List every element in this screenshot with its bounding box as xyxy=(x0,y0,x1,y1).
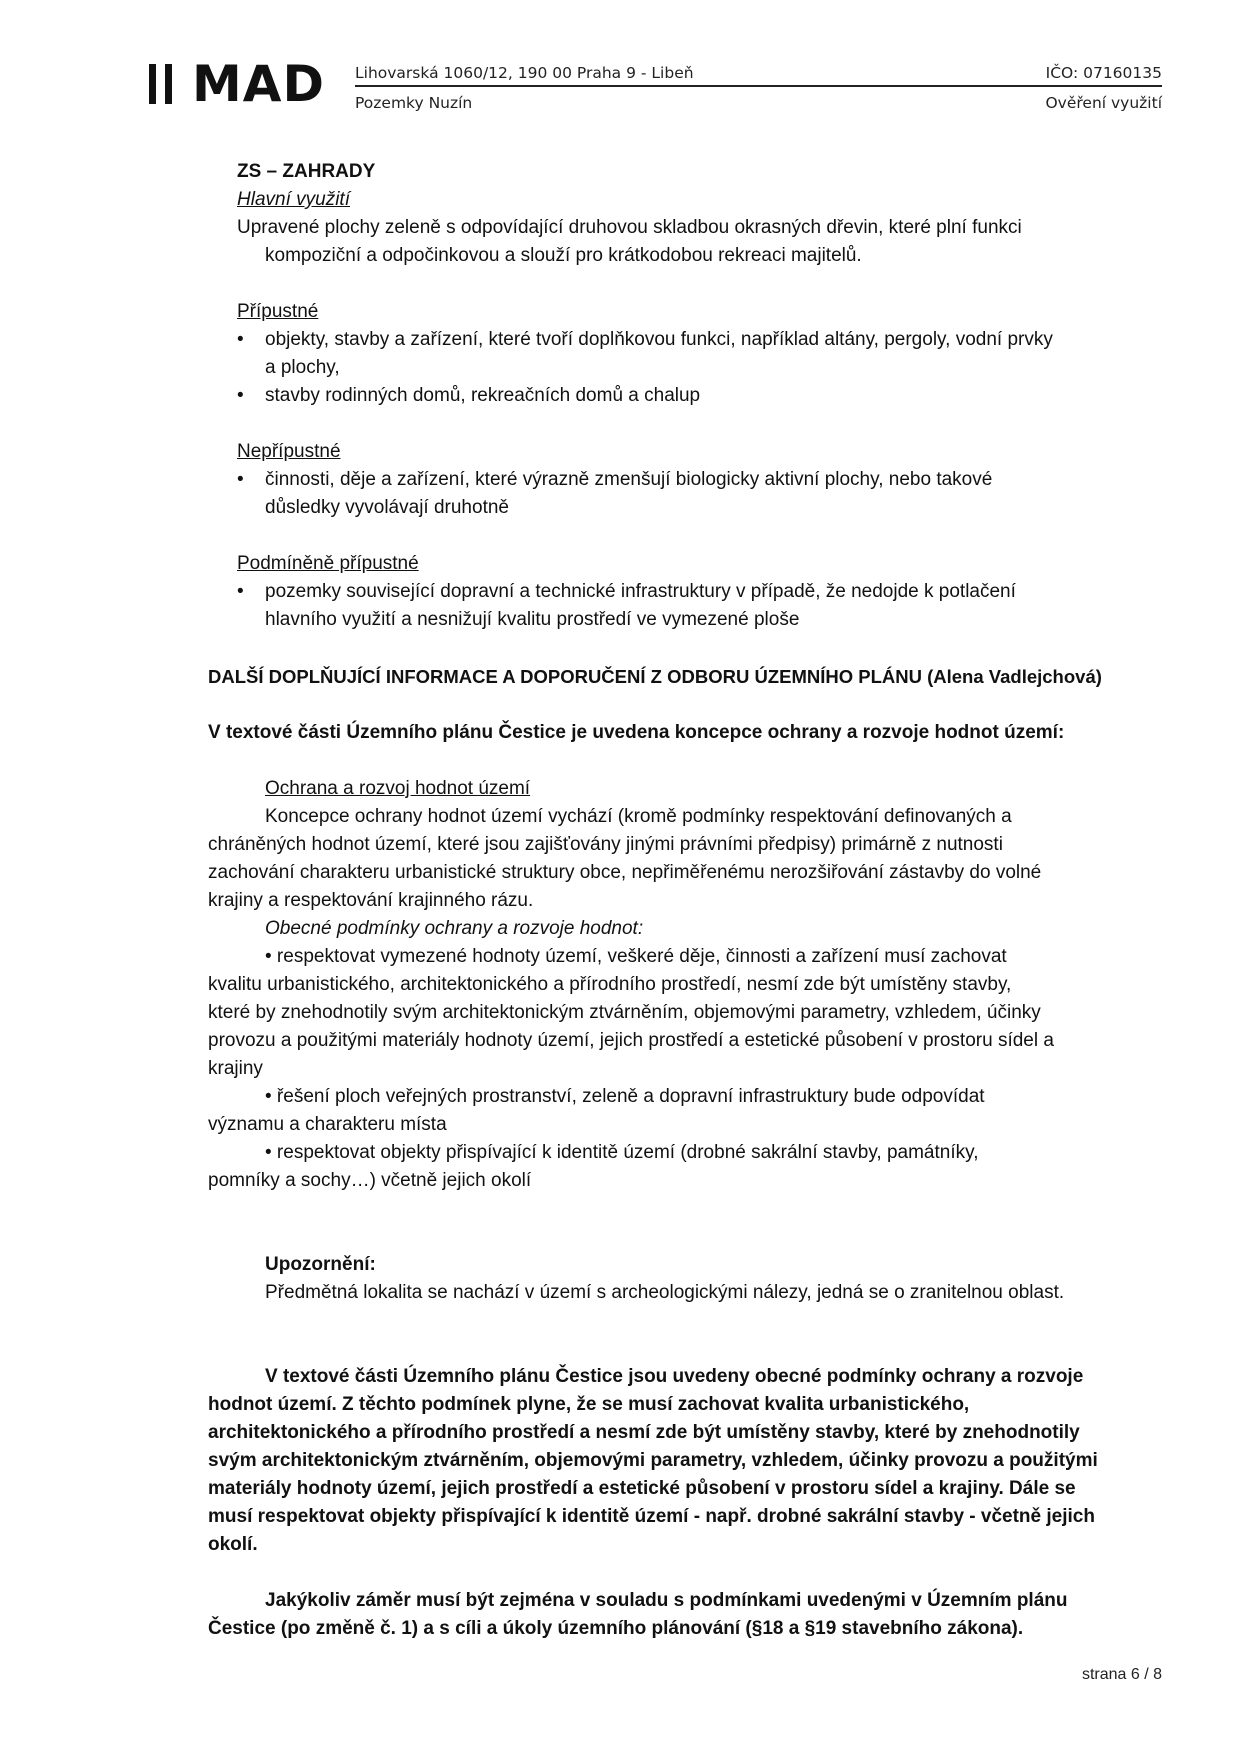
condition-1-line-2: kvalitu urbanistického, architektonického a přírodního prostředí, nesmí zde být umístěny stavby, xyxy=(208,974,1012,995)
conditions-heading: Obecné podmínky ochrany a rozvoje hodnot: xyxy=(265,918,644,939)
condition-2-line-1: • řešení ploch veřejných prostranství, zeleně a dopravní infrastruktury bude odpovídat xyxy=(265,1086,985,1107)
condition-1-line-1: • respektovat vymezené hodnoty území, veškeré děje, činnosti a zařízení musí zachovat xyxy=(265,946,1007,967)
conditional-item-1-line-1: pozemky související dopravní a technické infrastruktury v případě, že nedojde k potlačení xyxy=(265,581,1016,602)
protection-para-line-4: krajiny a respektování krajinného rázu. xyxy=(208,890,534,911)
summary-line-1: V textové části Územního plánu Čestice jsou uvedeny obecné podmínky ochrany a rozvoje xyxy=(265,1366,1084,1387)
allowed-item-1-line-2: a plochy, xyxy=(265,357,340,378)
forbidden-heading: Nepřípustné xyxy=(237,441,341,462)
header-row-top xyxy=(355,64,1162,82)
page-number: strana 6 / 8 xyxy=(1081,1666,1162,1683)
protection-para-line-1: Koncepce ochrany hodnot území vychází (kromě podmínky respektování definovaných a xyxy=(265,806,1012,827)
condition-1-line-4: provozu a použitými materiály hodnoty území, jejich prostředí a estetické působení v prostoru sídel a xyxy=(208,1030,1054,1051)
condition-3-line-1: • respektovat objekty přispívající k identitě území (drobné sakrální stavby, památníky, xyxy=(265,1142,979,1163)
protection-heading: Ochrana a rozvoj hodnot území xyxy=(265,778,531,799)
bullet-icon: • xyxy=(237,581,244,602)
header-divider xyxy=(355,85,1162,87)
header-row-bottom xyxy=(355,94,1162,112)
summary-line-2: hodnot území. Z těchto podmínek plyne, že se musí zachovat kvalita urbanistického, xyxy=(208,1394,970,1415)
condition-1-line-5: krajiny xyxy=(208,1058,263,1079)
summary-line-7: okolí. xyxy=(208,1534,258,1555)
main-use-line-2: kompoziční a odpočinkovou a slouží pro krátkodobou rekreaci majitelů. xyxy=(265,245,862,266)
intro-heading: V textové části Územního plánu Čestice je uvedena koncepce ochrany a rozvoje hodnot území: xyxy=(208,722,1065,743)
zs-title: ZS – ZAHRADY xyxy=(237,161,376,182)
summary-line-5: materiály hodnoty území, jejich prostředí a estetické působení v prostoru sídel a krajiny. Dále se xyxy=(208,1478,1076,1499)
notice-text: Předmětná lokalita se nachází v území s archeologickými nálezy, jedná se o zranitelnou oblast. xyxy=(265,1282,1065,1303)
conditional-item-1-line-2: hlavního využití a nesnižují kvalitu prostředí ve vymezené ploše xyxy=(265,609,800,630)
bullet-icon: • xyxy=(237,385,244,406)
document-subject: Ověření využití xyxy=(1045,94,1162,112)
allowed-heading: Přípustné xyxy=(237,301,319,322)
protection-para-line-3: zachování charakteru urbanistické struktury obce, nepřiměřenému nerozšiřování zástavby do volné xyxy=(208,862,1042,883)
bullet-icon: • xyxy=(237,329,244,350)
forbidden-item-1-line-2: důsledky vyvolávají druhotně xyxy=(265,497,509,518)
conditional-heading: Podmíněně přípustné xyxy=(237,553,419,574)
final-line-1: Jakýkoliv záměr musí být zejména v souladu s podmínkami uvedenými v Územním plánu xyxy=(265,1590,1068,1611)
company-ico: IČO: 07160135 xyxy=(1045,64,1162,82)
condition-1-line-3: které by znehodnotily svým architektonickým ztvárněním, objemovými parametry, vzhledem, účinky xyxy=(208,1002,1041,1023)
company-address: Lihovarská 1060/12, 190 00 Praha 9 - Libeň xyxy=(355,64,694,82)
main-use-line-1: Upravené plochy zeleně s odpovídající druhovou skladbou okrasných dřevin, které plní funkci xyxy=(237,217,1022,238)
logo-text: MAD xyxy=(192,55,325,113)
project-name: Pozemky Nuzín xyxy=(355,94,473,112)
bullet-icon: • xyxy=(237,469,244,490)
summary-line-6: musí respektovat objekty přispívající k identitě území - např. drobné sakrální stavby - včetně jejich xyxy=(208,1506,1095,1527)
allowed-item-2: stavby rodinných domů, rekreačních domů a chalup xyxy=(265,385,701,406)
summary-line-4: svým architektonickým ztvárněním, objemovými parametry, vzhledem, účinky provozu a použitými xyxy=(208,1450,1098,1471)
protection-para-line-2: chráněných hodnot území, které jsou zajišťovány jinými právními předpisy) primárně z nutnosti xyxy=(208,834,1003,855)
section-heading: DALŠÍ DOPLŇUJÍCÍ INFORMACE A DOPORUČENÍ Z ODBORU ÚZEMNÍHO PLÁNU (Alena Vadlejchová) xyxy=(208,666,1102,687)
main-use-heading: Hlavní využití xyxy=(237,189,350,210)
logo-bars-icon xyxy=(149,64,172,104)
notice-heading: Upozornění: xyxy=(265,1254,376,1275)
condition-2-line-2: významu a charakteru místa xyxy=(208,1114,447,1135)
final-line-2: Čestice (po změně č. 1) a s cíli a úkoly územního plánování (§18 a §19 stavebního zákona). xyxy=(208,1618,1024,1639)
company-logo xyxy=(149,55,325,113)
condition-3-line-2: pomníky a sochy…) včetně jejich okolí xyxy=(208,1170,532,1191)
allowed-item-1-line-1: objekty, stavby a zařízení, které tvoří doplňkovou funkci, například altány, pergoly, vodní prvky xyxy=(265,329,1053,350)
summary-line-3: architektonického a přírodního prostředí a nesmí zde být umístěny stavby, které by znehodnotily xyxy=(208,1422,1080,1443)
forbidden-item-1-line-1: činnosti, děje a zařízení, které výrazně zmenšují biologicky aktivní plochy, nebo takové xyxy=(265,469,993,490)
